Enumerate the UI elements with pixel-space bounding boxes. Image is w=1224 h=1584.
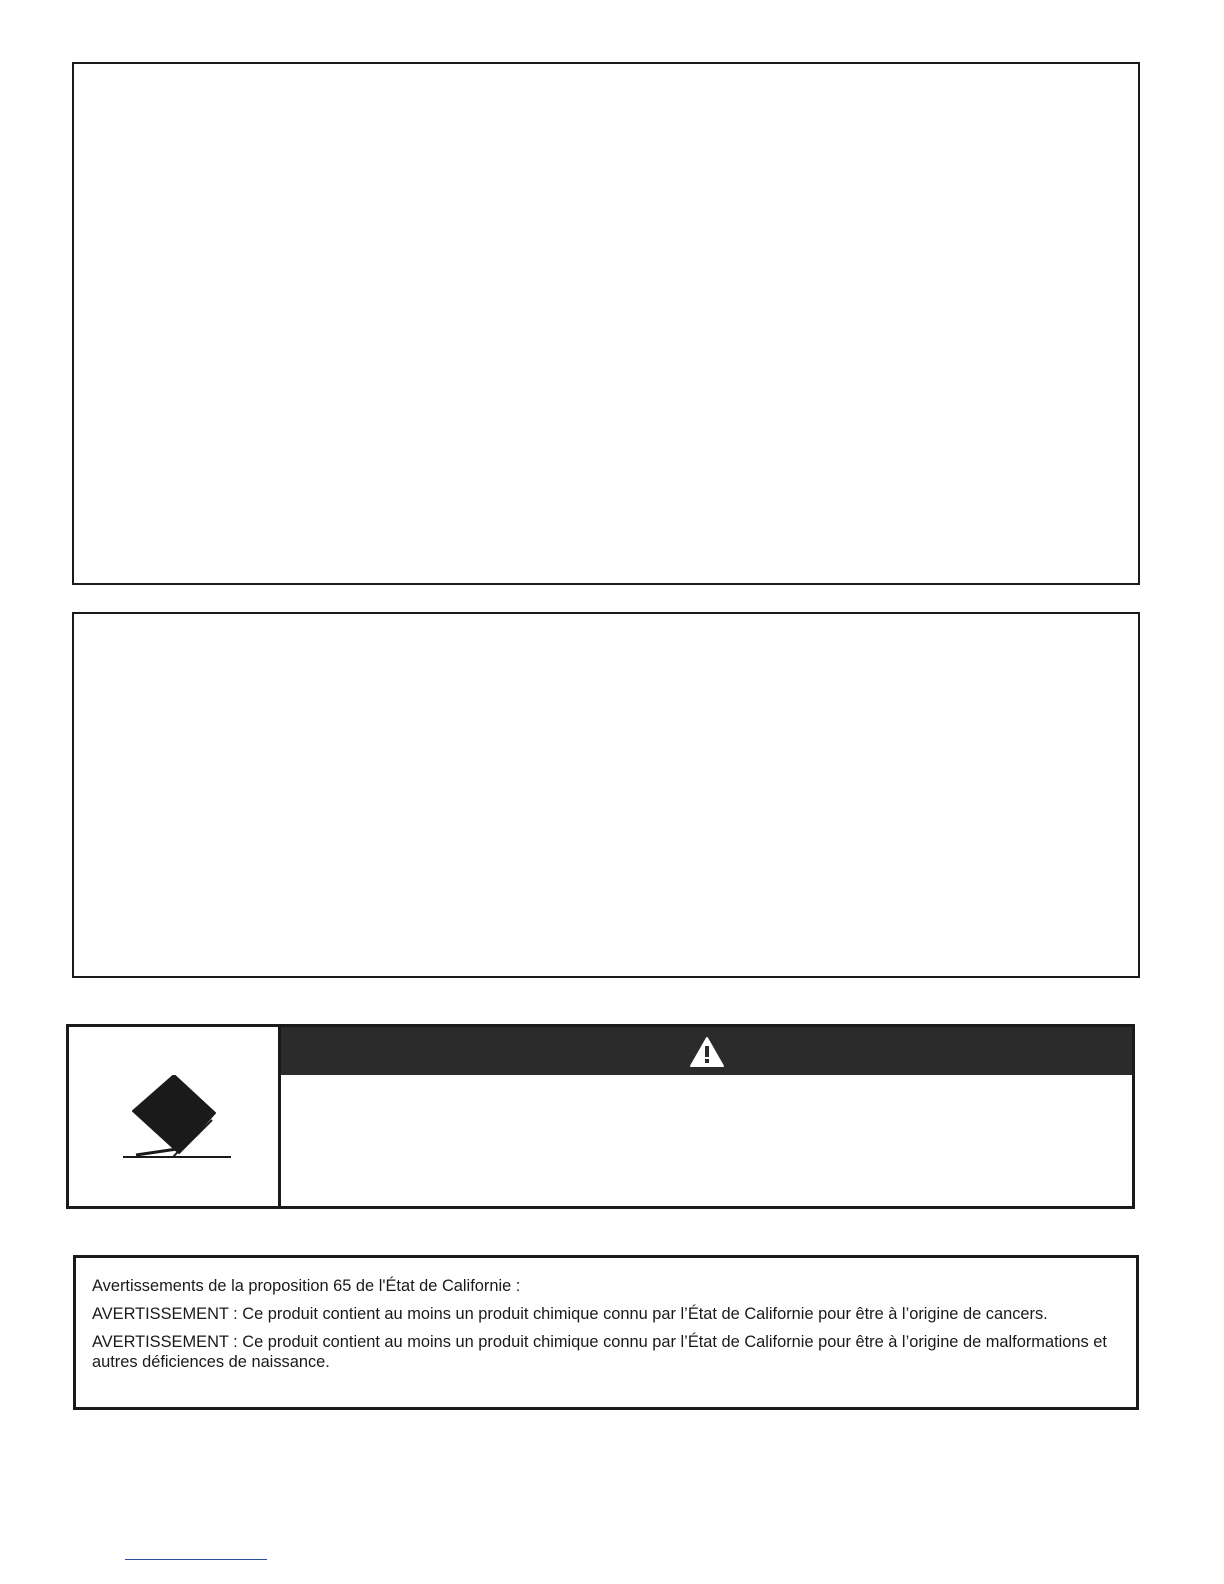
warning-header-bar xyxy=(281,1027,1132,1075)
alert-triangle-icon xyxy=(689,1036,725,1068)
prop65-birth-defects-warning: AVERTISSEMENT : Ce produit contient au moins un produit chimique connu par l’État de Californie pour être à l’origine de malformations et autres déficiences de naissance. xyxy=(92,1333,1107,1371)
footer-rule xyxy=(125,1559,267,1560)
empty-content-box-2 xyxy=(72,612,1140,978)
tip-over-warning-panel xyxy=(66,1024,1135,1209)
tip-over-icon xyxy=(119,1075,234,1167)
prop65-title: Avertissements de la proposition 65 de l'État de Californie : xyxy=(92,1277,521,1295)
tip-over-icon-cell xyxy=(69,1027,281,1206)
empty-content-box-1 xyxy=(72,62,1140,585)
prop65-warning-box xyxy=(73,1255,1139,1410)
prop65-cancer-warning: AVERTISSEMENT : Ce produit contient au moins un produit chimique connu par l’État de Californie pour être à l’origine de cancers. xyxy=(92,1305,1048,1323)
